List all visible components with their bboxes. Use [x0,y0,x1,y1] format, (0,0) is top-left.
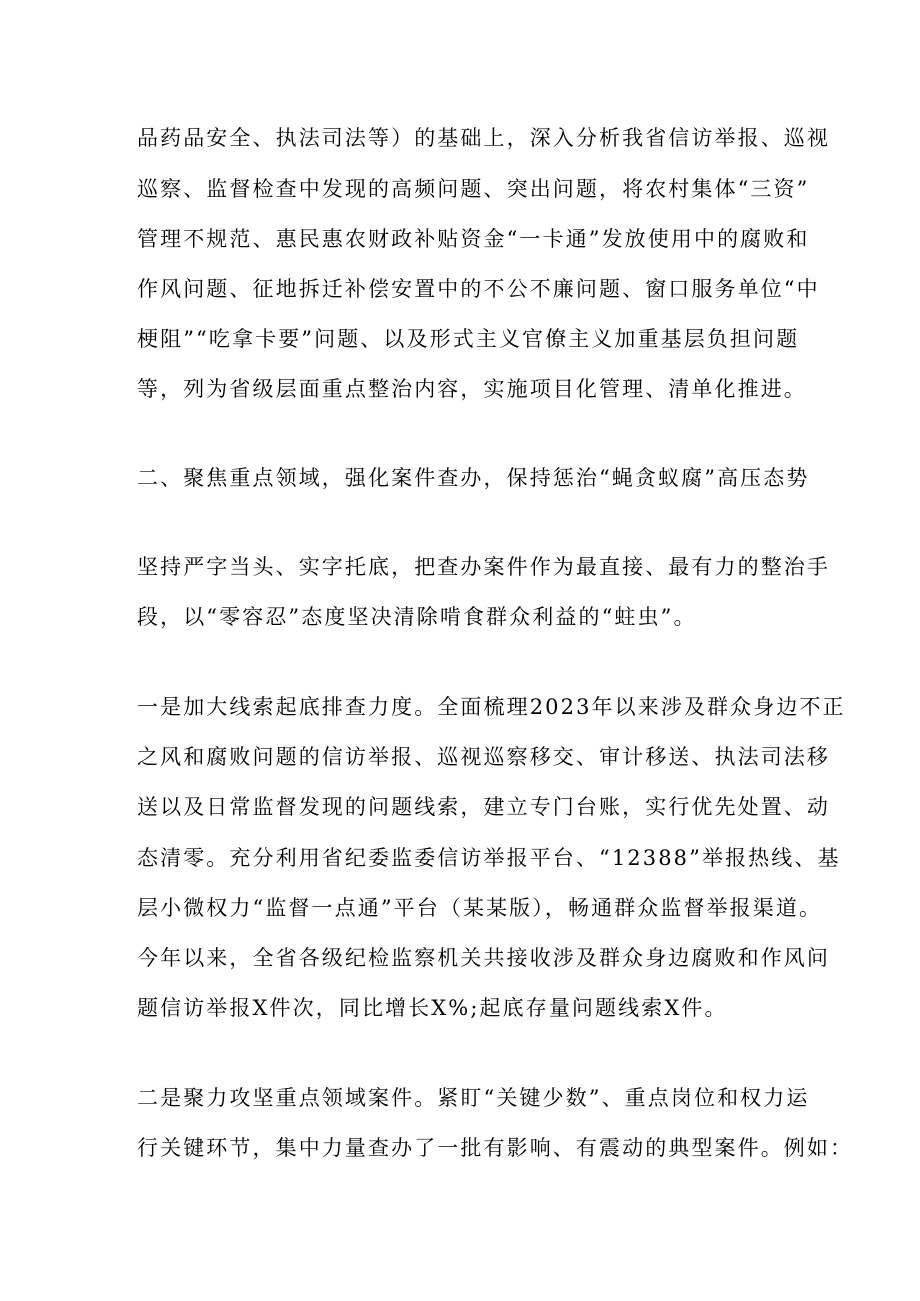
paragraph-2-line-2: 段，以“零容忍”态度坚决清除啃食群众利益的“蛀虫”。 [137,605,697,629]
paragraph-1-line-5: 梗阻”“吃拿卡要”问题、以及形式主义官僚主义加重基层负担问题 [137,327,800,351]
paragraph-4-line-2: 行关键环节，集中力量查办了一批有影响、有震动的典型案件。例如： [137,1136,854,1160]
section-heading-2: 二、聚焦重点领域，强化案件查办，保持惩治“蝇贪蚁腐”高压态势 [137,466,810,490]
paragraph-1-line-3: 管理不规范、惠民惠农财政补贴资金“一卡通”发放使用中的腐败和 [137,227,810,251]
paragraph-2-line-1: 坚持严字当头、实字托底，把查办案件作为最直接、最有力的整治手 [137,555,830,579]
paragraph-3-line-4: 态清零。充分利用省纪委监委信访举报平台、“12388”举报热线、基 [137,846,841,870]
paragraph-3-line-5: 层小微权力“监督一点通”平台（某某版），畅通群众监督举报渠道。 [137,896,823,920]
paragraph-4-line-1: 二是聚力攻坚重点领域案件。紧盯“关键少数”、重点岗位和权力运 [137,1086,810,1110]
paragraph-3-line-3: 送以及日常监督发现的问题线索，建立专门台账，实行优先处置、动 [137,795,830,819]
paragraph-1-line-2: 巡察、监督检查中发现的高频问题、突出问题，将农村集体“三资” [137,177,810,201]
paragraph-1-line-4: 作风问题、征地拆迁补偿安置中的不公不廉问题、窗口服务单位“中 [137,277,820,301]
paragraph-3-line-1: 一是加大线索起底排查力度。全面梳理2023年以来涉及群众身边不正 [137,695,846,719]
paragraph-3-line-6: 今年以来，全省各级纪检监察机关共接收涉及群众身边腐败和作风问 [137,946,830,970]
paragraph-3-line-7: 题信访举报X件次，同比增长X%;起底存量问题线索X件。 [137,996,728,1020]
paragraph-1-line-1: 品药品安全、执法司法等）的基础上，深入分析我省信访举报、巡视 [137,126,830,150]
paragraph-3-line-2: 之风和腐败问题的信访举报、巡视巡察移交、审计移送、执法司法移 [137,745,830,769]
paragraph-1-line-6: 等，列为省级层面重点整治内容，实施项目化管理、清单化推进。 [137,377,807,401]
